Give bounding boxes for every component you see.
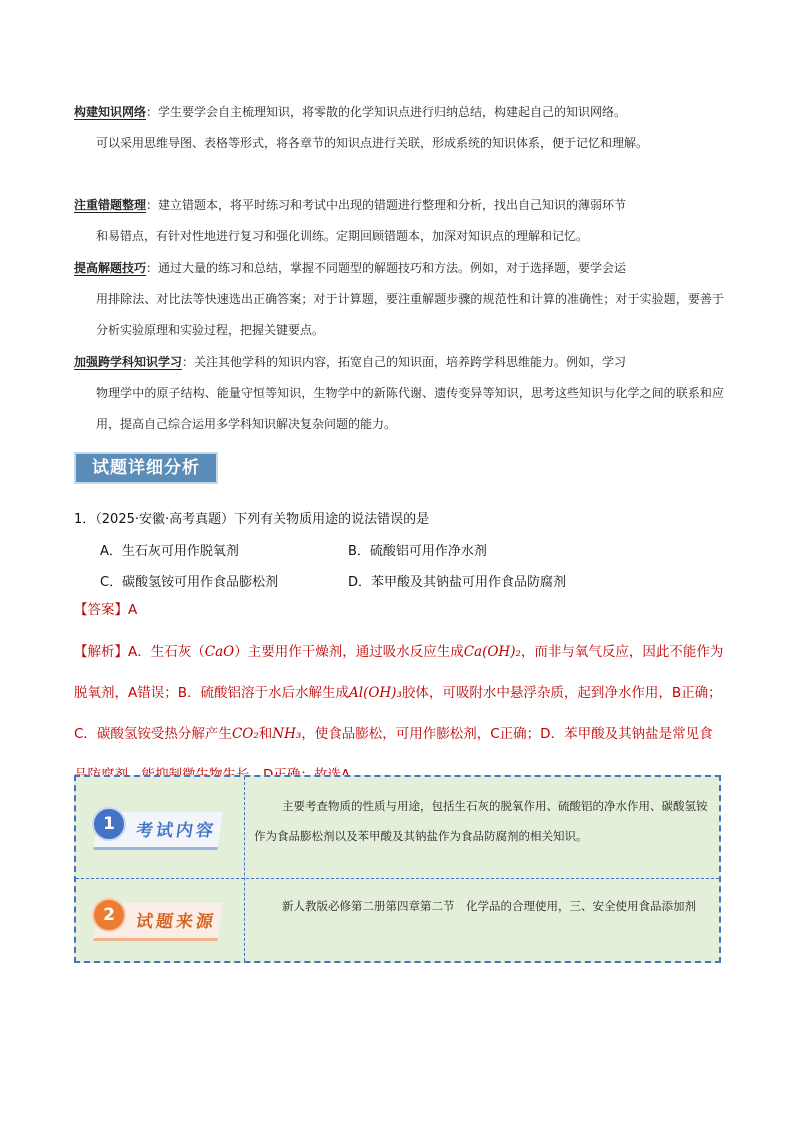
option-d: D．苯甲酸及其钠盐可用作食品防腐剂 (348, 575, 567, 590)
option-b: B．硫酸铝可用作净水剂 (348, 544, 487, 559)
question-number: 1． (74, 512, 96, 527)
number-2-badge-icon: 2 (92, 898, 126, 932)
formula-co2: CO₂ (231, 726, 259, 742)
tip-cross-discipline (74, 347, 724, 440)
option-c: C．碳酸氢铵可用作食品膨松剂 (100, 575, 279, 590)
section-title: 试题详细分析 (74, 452, 218, 484)
number-1-badge-icon: 1 (92, 807, 126, 841)
analysis-text: ，而非与氧气反应，因此不能作为脱氧剂，A错误；B．硫酸铝溶于水后水解生成 (74, 644, 724, 701)
formula-aloh3: Al(OH)₃ (349, 685, 402, 701)
divider (244, 777, 245, 961)
question-text: 下列有关物质用途的说法错误的是 (234, 512, 430, 527)
question-stem (74, 508, 429, 527)
tip-text-continued: 物理学中的原子结构、能量守恒等知识，生物学中的新陈代谢、遗传变异等知识，思考这些知识与化学之间的联系和应用，提高自己综合运用多学科知识解决复杂问题的能力。 (96, 386, 724, 431)
tip-knowledge-network (74, 97, 724, 159)
analysis-text: ）主要用作干燥剂，通过吸水反应生成 (234, 644, 464, 660)
analysis-text: 和 (258, 726, 273, 742)
analysis-text: 胶体，可吸附水中悬浮杂质，起到净水作用，B正确；C．碳酸氢铵受热分解产生 (74, 685, 722, 742)
analysis-block (74, 632, 724, 796)
answer-line (74, 598, 137, 618)
exam-content-text: 主要考查物质的性质与用途，包括生石灰的脱氧作用、硫酸铝的净水作用、碳酸氢铵作为食品膨松剂以及苯甲酸及其钠盐作为食品防腐剂的相关知识。 (254, 799, 708, 843)
analysis-text: ，使食品膨松，可用作膨松剂，C正确；D．苯甲酸及其钠盐是常见食 (301, 726, 713, 742)
divider (76, 878, 719, 879)
exam-content-label: 考试内容 (134, 821, 218, 841)
answer-label: 【答案】 (74, 602, 128, 618)
formula-cao: CaO (204, 644, 235, 660)
analysis-text: A．生石灰（ (128, 644, 205, 660)
question-source-text: 新人教版必修第二册第四章第二节 化学品的合理使用，三、安全使用食品添加剂 (282, 899, 696, 913)
tip-text: ：学生要学会自主梳理知识，将零散的化学知识点进行归纳总结，构建起自己的知识网络。 (146, 105, 627, 119)
tip-error-notebook (74, 190, 724, 252)
formula-caoh2: Ca(OH)₂ (463, 644, 521, 660)
tip-text: ：关注其他学科的知识内容，拓宽自己的知识面，培养跨学科思维能力。例如，学习 (182, 355, 627, 369)
tip-heading: 注重错题整理 (74, 198, 147, 212)
tip-text-continued: 用排除法、对比法等快速选出正确答案；对于计算题，要注重解题步骤的规范性和计算的准确性；对于实验题，要善于分析实验原理和实验过程，把握关键要点。 (96, 292, 724, 337)
tip-heading: 构建知识网络 (74, 105, 147, 119)
tip-solving-skills (74, 253, 724, 346)
question-source-label: 试题来源 (134, 912, 218, 932)
option-a: A．生石灰可用作脱氧剂 (100, 544, 239, 559)
tip-text-continued: 和易错点，有针对性地进行复习和强化训练。定期回顾错题本，加深对知识点的理解和记忆。 (96, 229, 589, 243)
tip-heading: 提高解题技巧 (74, 261, 147, 275)
tip-heading: 加强跨学科知识学习 (74, 355, 183, 369)
analysis-label: 【解析】 (74, 644, 128, 660)
answer-value: A (128, 602, 138, 618)
question-source: （2025·安徽·高考真题） (95, 512, 235, 527)
tip-text-continued: 可以采用思维导图、表格等形式，将各章节的知识点进行关联，形成系统的知识体系，便于记忆和理解。 (96, 136, 649, 150)
tip-text: ：建立错题本，将平时练习和考试中出现的错题进行整理和分析，找出自己知识的薄弱环节 (146, 198, 627, 212)
formula-nh3: NH₃ (272, 726, 302, 742)
tip-text: ：通过大量的练习和总结，掌握不同题型的解题技巧和方法。例如，对于选择题，要学会运 (146, 261, 627, 275)
